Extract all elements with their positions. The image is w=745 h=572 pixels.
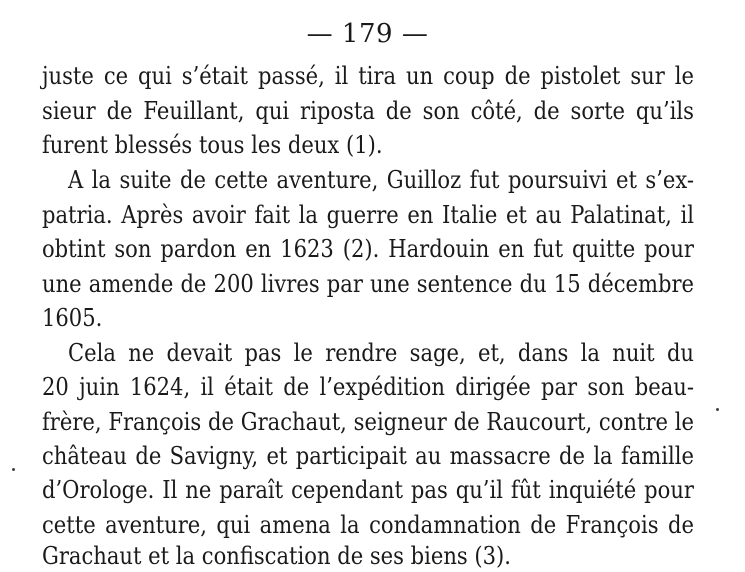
text-line-1: juste ce qui s’était passé, il tira un coup de pistolet sur le (42, 61, 694, 90)
text-line-14: cette aventure, qui amena la condamnation de François de (42, 510, 694, 539)
text-line-3: furent blessés tous les deux (1). (42, 130, 383, 159)
print-speck (12, 468, 15, 471)
text-line-13: d’Orologe. Il ne paraît cependant pas qu’il fût inquiété pour (42, 475, 694, 504)
text-line-11: frère, François de Grachaut, seigneur de Raucourt, contre le (42, 407, 694, 436)
text-line-15: Grachaut et la confiscation de ses biens (3). (42, 541, 511, 570)
text-line-7: une amende de 200 livres par une sentence du 15 décembre (42, 269, 694, 298)
text-line-12: château de Savigny, et participait au massacre de la famille (42, 441, 694, 470)
text-line-5: patria. Après avoir fait la guerre en Italie et au Palatinat, il (42, 200, 694, 229)
text-line-2: sieur de Feuillant, qui riposta de son côté, de sorte qu’ils (42, 96, 694, 125)
text-line-9: Cela ne devait pas le rendre sage, et, dans la nuit du (68, 338, 694, 367)
text-line-4: A la suite de cette aventure, Guilloz fut poursuivi et s’ex- (68, 165, 694, 194)
text-line-10: 20 juin 1624, il était de l’expédition dirigée par son beau- (42, 372, 694, 401)
print-speck (716, 408, 719, 411)
text-line-8: 1605. (42, 303, 103, 332)
page-number: — 179 — (306, 19, 429, 49)
text-line-6: obtint son pardon en 1623 (2). Hardouin en fut quitte pour (42, 234, 694, 263)
